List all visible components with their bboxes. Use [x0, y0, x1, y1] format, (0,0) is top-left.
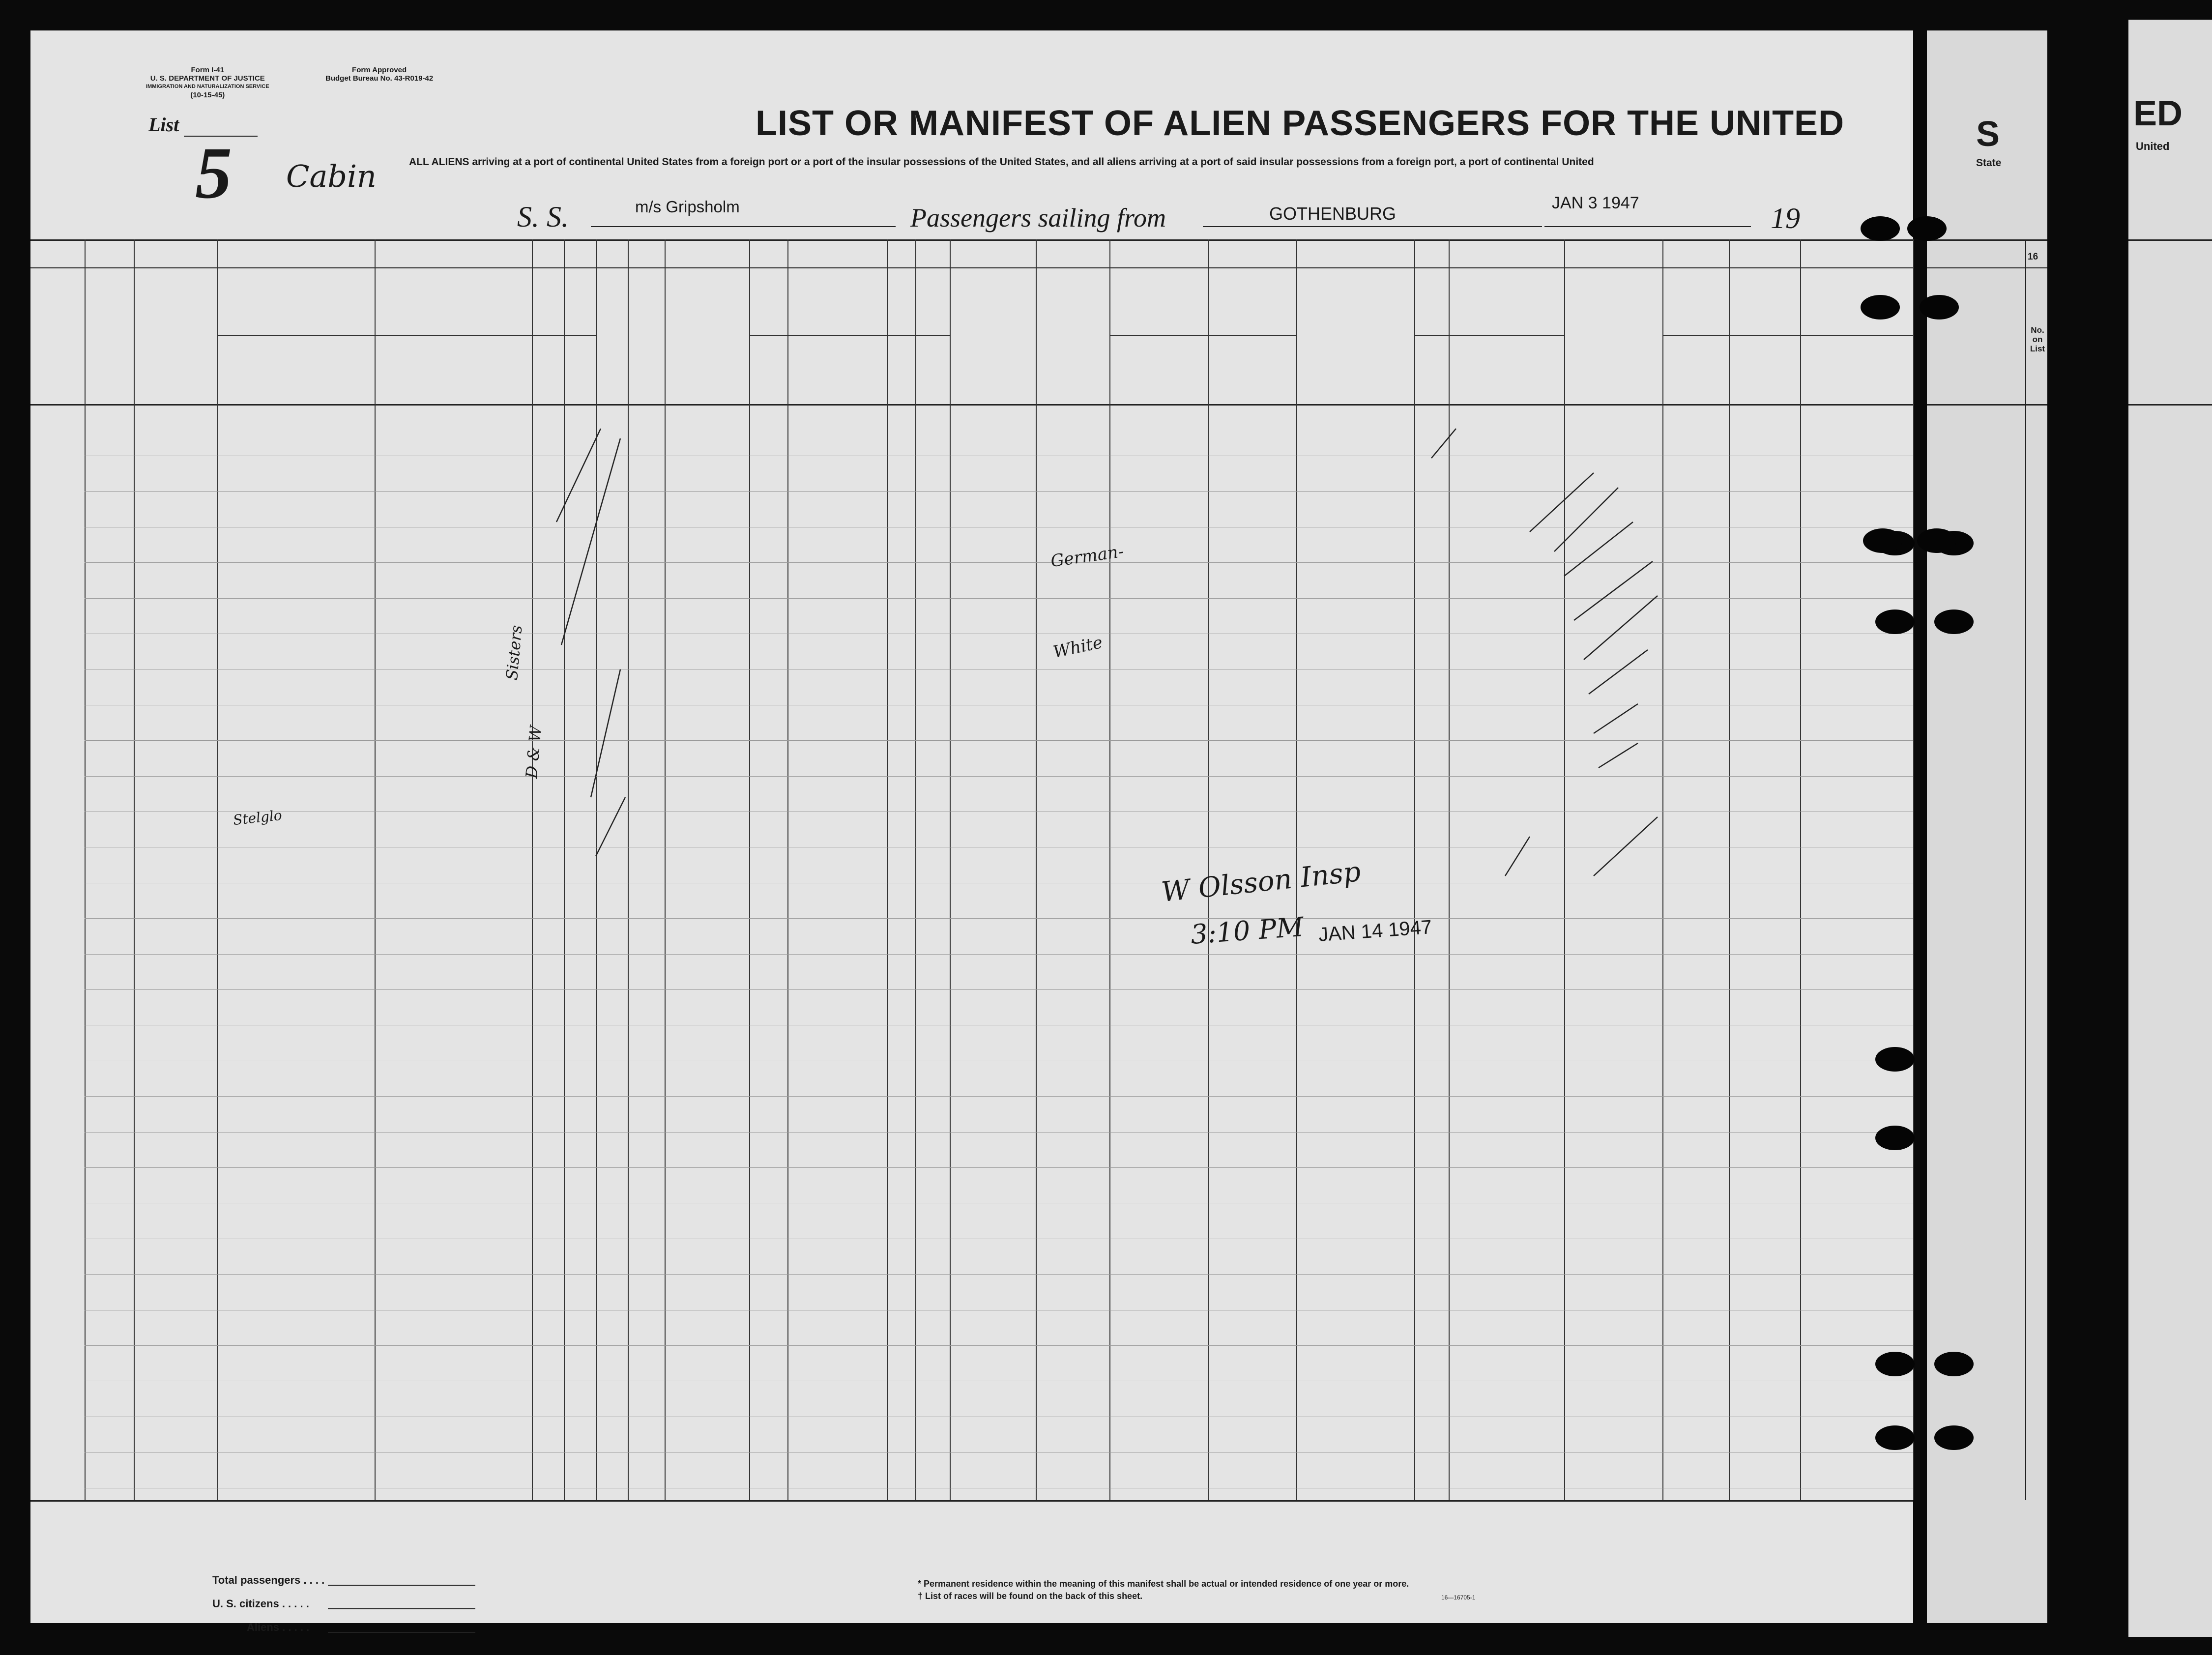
next-sheet-sub-frag: State: [1976, 157, 2002, 169]
footer-code: 16—16705-1: [1441, 1594, 1476, 1601]
department: U. S. DEPARTMENT OF JUSTICE: [150, 74, 265, 83]
check-strokes: [30, 30, 1913, 1623]
punch-hole: [1875, 1352, 1915, 1376]
ns-rule-1: [1927, 239, 2047, 241]
footer-line-2: [328, 1608, 475, 1609]
punch-hole: [1934, 610, 1974, 634]
sailing-date: JAN 3 1947: [1552, 194, 1639, 212]
list-cabin-note: Cabin: [286, 158, 377, 194]
punch-hole: [1861, 216, 1900, 241]
punch-hole: [1861, 295, 1900, 319]
hw-race-german: German-: [1049, 541, 1125, 572]
punch-hole: [1917, 528, 1956, 553]
punch-hole: [1934, 1352, 1974, 1376]
inspector-signature: W Olsson Insp: [1160, 855, 1363, 909]
punch-hole: [1920, 295, 1959, 319]
inspection-time: 3:10 PM: [1190, 911, 1305, 950]
ns-no-on-list: No. on List: [2030, 325, 2045, 353]
hw-family-stelglo: Stelglo: [232, 807, 283, 829]
ns-col16: 16: [2028, 252, 2038, 262]
list-label: List: [148, 114, 179, 136]
manifest-title: LIST OR MANIFEST OF ALIEN PASSENGERS FOR THE UNITED: [756, 104, 1845, 143]
column-rule: [1913, 239, 1914, 1500]
fs-rule-2: [2128, 404, 2212, 406]
form-id: Form I-41: [191, 66, 225, 74]
far-right-sheet-fragment: [2128, 20, 2212, 1637]
inspection-stamp-date: JAN 14 1947: [1317, 916, 1433, 946]
us-citizens-label: U. S. citizens: [212, 1597, 279, 1610]
hw-sisters-note: Sisters: [502, 624, 526, 681]
manifest-sheet: [30, 30, 1913, 1633]
departure-port: GOTHENBURG: [1269, 203, 1397, 224]
punch-hole: [1875, 1047, 1915, 1072]
sailing-label: Passengers sailing from: [910, 203, 1166, 232]
year-label: 19: [1771, 202, 1800, 234]
approval: Form Approved: [352, 66, 407, 74]
footer-us-citizens: U. S. citizens . . . . .: [212, 1597, 309, 1610]
ns-rule-2: [1927, 267, 2047, 268]
punch-hole: [1875, 1425, 1915, 1450]
punch-hole: [1863, 528, 1902, 553]
fs-rule-1: [2128, 239, 2212, 241]
budget-number: Budget Bureau No. 43-R019-42: [325, 74, 434, 83]
total-passengers-label: Total passengers: [212, 1574, 301, 1586]
ss-label: S. S.: [517, 201, 569, 233]
hw-sisters-note-2: D & W: [522, 725, 546, 780]
footer-total-passengers: Total passengers . . . .: [212, 1574, 325, 1586]
manifest-subtitle: ALL ALIENS arriving at a port of continental United States from a foreign port or a port of the insular possessions of the United States, and all aliens arriving at a port of said insular possessions from a foreign port, a port of continental United: [409, 156, 1594, 168]
footer-aliens: Aliens . . . . .: [247, 1621, 310, 1633]
service: IMMIGRATION AND NATURALIZATION SERVICE: [146, 84, 269, 89]
footer-line-3: [328, 1632, 475, 1633]
far-sheet-title-frag: ED: [2133, 94, 2183, 133]
punch-hole: [1875, 610, 1915, 634]
next-sheet-fragment: [1927, 30, 2047, 1623]
footer-line-1: [328, 1585, 475, 1586]
punch-hole: [1907, 216, 1947, 241]
aliens-label: Aliens: [247, 1621, 280, 1633]
punch-hole: [1875, 1126, 1915, 1150]
footer-note-2: † List of races will be found on the back of this sheet.: [918, 1591, 1143, 1601]
edition: (10-15-45): [190, 91, 225, 99]
ns-rule-3: [1927, 404, 2047, 406]
list-number: 5: [195, 132, 232, 214]
punch-hole: [1934, 1425, 1974, 1450]
hw-race-white: White: [1051, 632, 1105, 663]
footer-note-1: * Permanent residence within the meaning of this manifest shall be actual or intended residence of one year or more.: [918, 1579, 1409, 1589]
far-sheet-sub-frag: United: [2136, 140, 2170, 152]
ns-vrule: [2025, 239, 2026, 1500]
ship-name: m/s Gripsholm: [635, 198, 740, 216]
next-sheet-title-frag: S: [1976, 115, 2000, 154]
